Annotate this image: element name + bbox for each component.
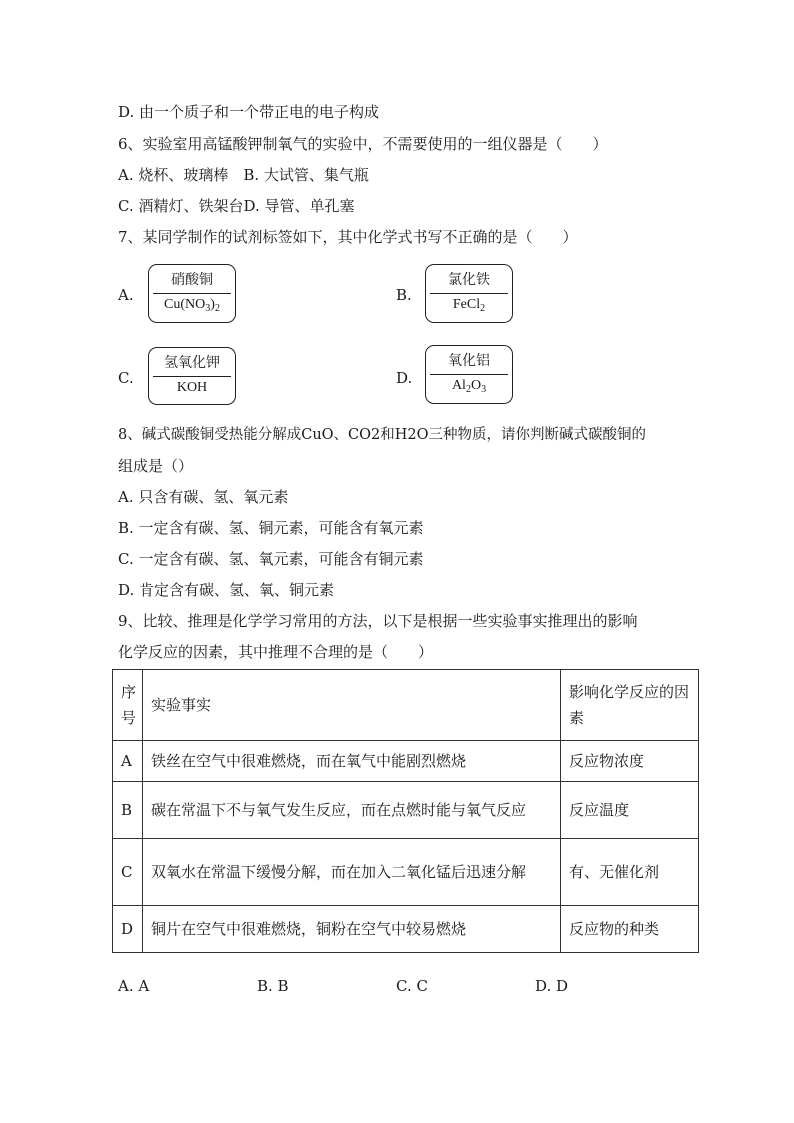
q9-stem-line1: 9、比较、推理是化学学习常用的方法，以下是根据一些实验事实推理出的影响 xyxy=(118,612,638,630)
table-row xyxy=(113,839,699,906)
row-index: D xyxy=(113,906,143,953)
q9-answer-a[interactable]: A. A xyxy=(118,977,150,995)
label-divider xyxy=(153,376,231,377)
q9-answer-b[interactable]: B. B xyxy=(257,977,289,995)
reagent-formula-c: KOH xyxy=(176,380,208,395)
table-row xyxy=(113,782,699,839)
row-index: B xyxy=(113,782,143,839)
q6-options-cd: C. 酒精灯、铁架台D. 导管、单孔塞 xyxy=(118,197,355,215)
reagent-formula-b: FeCl$_2$ xyxy=(452,297,486,314)
q8-option-c: C. 一定含有碳、氢、氧元素，可能含有铜元素 xyxy=(118,550,424,568)
q6-stem: 6、实验室用高锰酸钾制氧气的实验中，不需要使用的一组仪器是（ ） xyxy=(118,135,608,153)
row-fact: 铜片在空气中很难燃烧，铜粉在空气中较易燃烧 xyxy=(143,906,561,953)
row-fact: 碳在常温下不与氧气发生反应，而在点燃时能与氧气反应 xyxy=(143,782,561,839)
row-index: A xyxy=(113,741,143,782)
reagent-label-d[interactable] xyxy=(425,345,513,404)
row-factor: 反应温度 xyxy=(561,782,699,839)
table-header-row xyxy=(113,670,699,741)
q7-option-letter-d: D. xyxy=(396,369,413,387)
q8-stem-line2: 组成是（） xyxy=(118,457,194,475)
header-factor: 影响化学反应的因素 xyxy=(561,670,699,741)
reagent-label-c[interactable] xyxy=(148,347,236,405)
q8-option-b: B. 一定含有碳、氢、铜元素，可能含有氧元素 xyxy=(118,519,424,537)
q7-option-letter-a: A. xyxy=(118,286,134,304)
table-row xyxy=(113,741,699,782)
table-row xyxy=(113,906,699,953)
label-divider xyxy=(153,293,231,294)
row-fact: 铁丝在空气中很难燃烧，而在氧气中能剧烈燃烧 xyxy=(143,741,561,782)
header-fact: 实验事实 xyxy=(143,670,561,741)
q8-option-d: D. 肯定含有碳、氢、氧、铜元素 xyxy=(118,581,335,599)
q9-stem-line2: 化学反应的因素，其中推理不合理的是（ ） xyxy=(118,643,434,661)
header-index: 序号 xyxy=(113,670,143,741)
reagent-name-b: 氯化铁 xyxy=(448,272,490,288)
q7-option-letter-b: B. xyxy=(396,286,412,304)
row-index: C xyxy=(113,839,143,906)
label-divider xyxy=(430,374,508,375)
reagent-name-a: 硝酸铜 xyxy=(171,272,213,288)
row-factor: 反应物的种类 xyxy=(561,906,699,953)
reagent-label-b[interactable] xyxy=(425,264,513,323)
label-divider xyxy=(430,293,508,294)
q5-option-d: D. 由一个质子和一个带正电的电子构成 xyxy=(118,103,380,121)
q6-options-ab: A. 烧杯、玻璃棒 B. 大试管、集气瓶 xyxy=(118,166,369,184)
row-fact: 双氧水在常温下缓慢分解，而在加入二氧化锰后迅速分解 xyxy=(143,839,561,906)
reagent-label-a[interactable] xyxy=(148,264,236,323)
q7-option-letter-c: C. xyxy=(118,369,134,387)
q8-option-a: A. 只含有碳、氢、氧元素 xyxy=(118,488,289,506)
reaction-factors-table xyxy=(112,669,699,953)
reagent-name-d: 氧化铝 xyxy=(448,353,490,369)
q7-stem: 7、某同学制作的试剂标签如下，其中化学式书写不正确的是（ ） xyxy=(118,228,578,246)
reagent-name-c: 氢氧化钾 xyxy=(164,355,220,371)
q9-answer-d[interactable]: D. D xyxy=(535,977,569,995)
reagent-formula-a: $Cu(NO_3)_2$ xyxy=(164,297,220,314)
q9-answer-c[interactable]: C. C xyxy=(396,977,428,995)
reagent-formula-d: $Al_2O_3$ xyxy=(451,378,487,395)
q8-stem-line1: 8、碱式碳酸铜受热能分解成CuO、CO2和H2O三种物质，请你判断碱式碳酸铜的 xyxy=(118,427,647,443)
row-factor: 反应物浓度 xyxy=(561,741,699,782)
row-factor: 有、无催化剂 xyxy=(561,839,699,906)
